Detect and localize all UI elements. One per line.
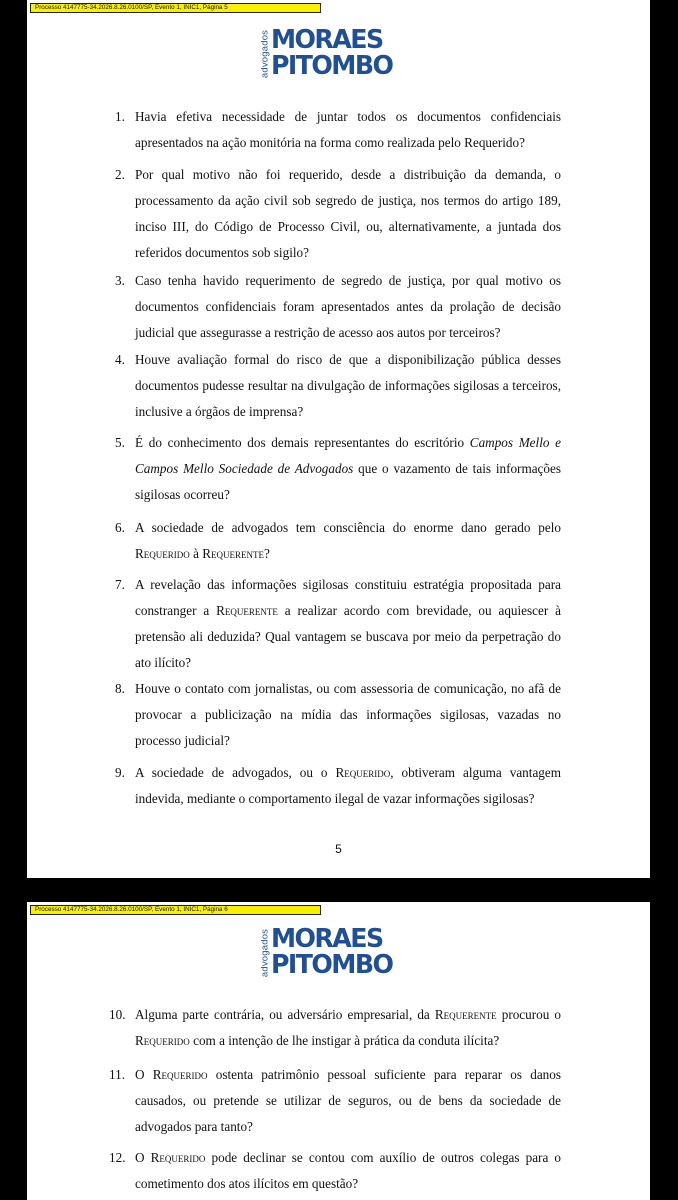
question-number: 4.: [115, 352, 125, 367]
question-number: 1.: [115, 109, 125, 124]
logo-line-2: PITOMBO: [271, 51, 393, 81]
page-number: 5: [335, 842, 342, 856]
question-number: 6.: [115, 520, 125, 535]
question-text: Caso tenha havido requerimento de segredo de justiça, por qual motivo os documentos confidenciais foram apresentados antes da prolação de decisão judicial que assegurasse a restrição de acesso aos autos por terceiros?: [135, 273, 561, 340]
question-number: 8.: [115, 681, 125, 696]
document-page-6: [27, 902, 650, 1200]
question-text-part: ostenta patrimônio pessoal suficiente para reparar os danos causados, ou pretende se utilizar de seguros, ou de bens da sociedade de advogados para tanto?: [135, 1067, 561, 1134]
question-1: [115, 104, 561, 156]
logo-subtitle: advogados: [259, 928, 271, 978]
party-name: Requerente: [216, 603, 278, 618]
question-number: 5.: [115, 435, 125, 450]
question-number: 3.: [115, 273, 125, 288]
question-text: Houve o contato com jornalistas, ou com assessoria de comunicação, no afã de provocar a publicização na mídia das informações sigilosas, vazadas no processo judicial?: [135, 681, 561, 748]
logo-subtitle: advogados: [259, 29, 271, 79]
question-6: [115, 515, 561, 567]
firm-logo: [259, 926, 429, 980]
question-text-part: A revelação das informações sigilosas constituiu estratégia propositada para constranger a: [135, 577, 561, 618]
process-stamp: Processo 4147775-34.2026.8.26.0100/SP, Evento 1, INIC1, Página 5: [30, 3, 321, 13]
party-name: Requerido: [135, 546, 190, 561]
question-number: 7.: [115, 577, 125, 592]
party-name: Requerido: [150, 1150, 206, 1165]
party-name: Requerido: [335, 765, 391, 780]
question-number: 12.: [109, 1150, 126, 1165]
logo-line-1: MORAES: [271, 25, 383, 55]
question-9: [115, 760, 562, 812]
question-number: 10.: [109, 1007, 126, 1022]
party-name: Requerente: [202, 546, 265, 561]
question-text-part: A sociedade de advogados tem consciência do enorme dano gerado pelo: [135, 520, 561, 535]
question-5: [115, 430, 561, 508]
party-name: Requerido: [152, 1067, 208, 1082]
question-text-part: procurou o: [496, 1007, 561, 1022]
firm-logo: [259, 27, 429, 81]
question-text-part: O: [135, 1067, 153, 1082]
question-text-part: pode declinar se contou com auxílio de outros colegas para o cometimento dos atos ilícitos em questão?: [135, 1150, 561, 1191]
question-text: Por qual motivo não foi requerido, desde a distribuição da demanda, o processamento da ação civil sob segredo de justiça, nos termos do artigo 189, inciso III, do Código de Processo Civil, ou, alternativamente, a juntada dos referidos documentos sob sigilo?: [135, 167, 561, 260]
question-text: Havia efetiva necessidade de juntar todos os documentos confidenciais apresentados na ação monitória na forma como realizada pelo Requerido?: [135, 109, 561, 150]
process-stamp: Processo 4147775-34.2026.8.26.0100/SP, Evento 1, INIC1, Página 6: [30, 905, 321, 915]
logo-line-2: PITOMBO: [271, 950, 393, 980]
question-number: 9.: [115, 765, 125, 780]
law-firm-name: Campos Mello e Campos Mello Sociedade de Advogados: [135, 435, 561, 476]
question-11: [109, 1062, 561, 1140]
question-text: Houve avaliação formal do risco de que a disponibilização pública desses documentos pudesse resultar na divulgação de informações sigilosas a terceiros, inclusive a órgãos de imprensa?: [135, 352, 561, 419]
question-number: 11.: [109, 1067, 125, 1082]
question-text-part: , obtiveram alguma vantagem indevida, mediante o comportamento ilegal de vazar informações sigilosas?: [135, 765, 562, 806]
question-8: [115, 676, 561, 754]
question-text-part: a realizar acordo com brevidade, ou aquiescer à pretensão ali deduzida? Qual vantagem se buscava por meio da perpetração do ato ilícito?: [135, 603, 561, 670]
question-text-part: A sociedade de advogados, ou o: [135, 765, 336, 780]
document-page-5: [27, 0, 650, 878]
question-text-part: que o vazamento de tais informações sigilosas ocorreu?: [135, 461, 561, 502]
question-12: [109, 1145, 561, 1197]
party-name: Requerido: [135, 1033, 190, 1048]
question-text-part: ?: [264, 546, 270, 561]
party-name: Requerente: [434, 1007, 497, 1022]
question-4: [115, 347, 561, 425]
question-10: [109, 1002, 561, 1054]
logo-line-1: MORAES: [271, 924, 383, 954]
question-text-part: à: [189, 546, 203, 561]
question-number: 2.: [115, 167, 125, 182]
question-text-part: Alguma parte contrária, ou adversário empresarial, da: [135, 1007, 435, 1022]
question-text-part: É do conhecimento dos demais representantes do escritório: [135, 435, 470, 450]
question-7: [115, 572, 561, 676]
question-text-part: com a intenção de lhe instigar à prática da conduta ilícita?: [189, 1033, 500, 1048]
question-text-part: O: [135, 1150, 151, 1165]
question-3: [115, 268, 561, 346]
question-2: [115, 162, 561, 266]
